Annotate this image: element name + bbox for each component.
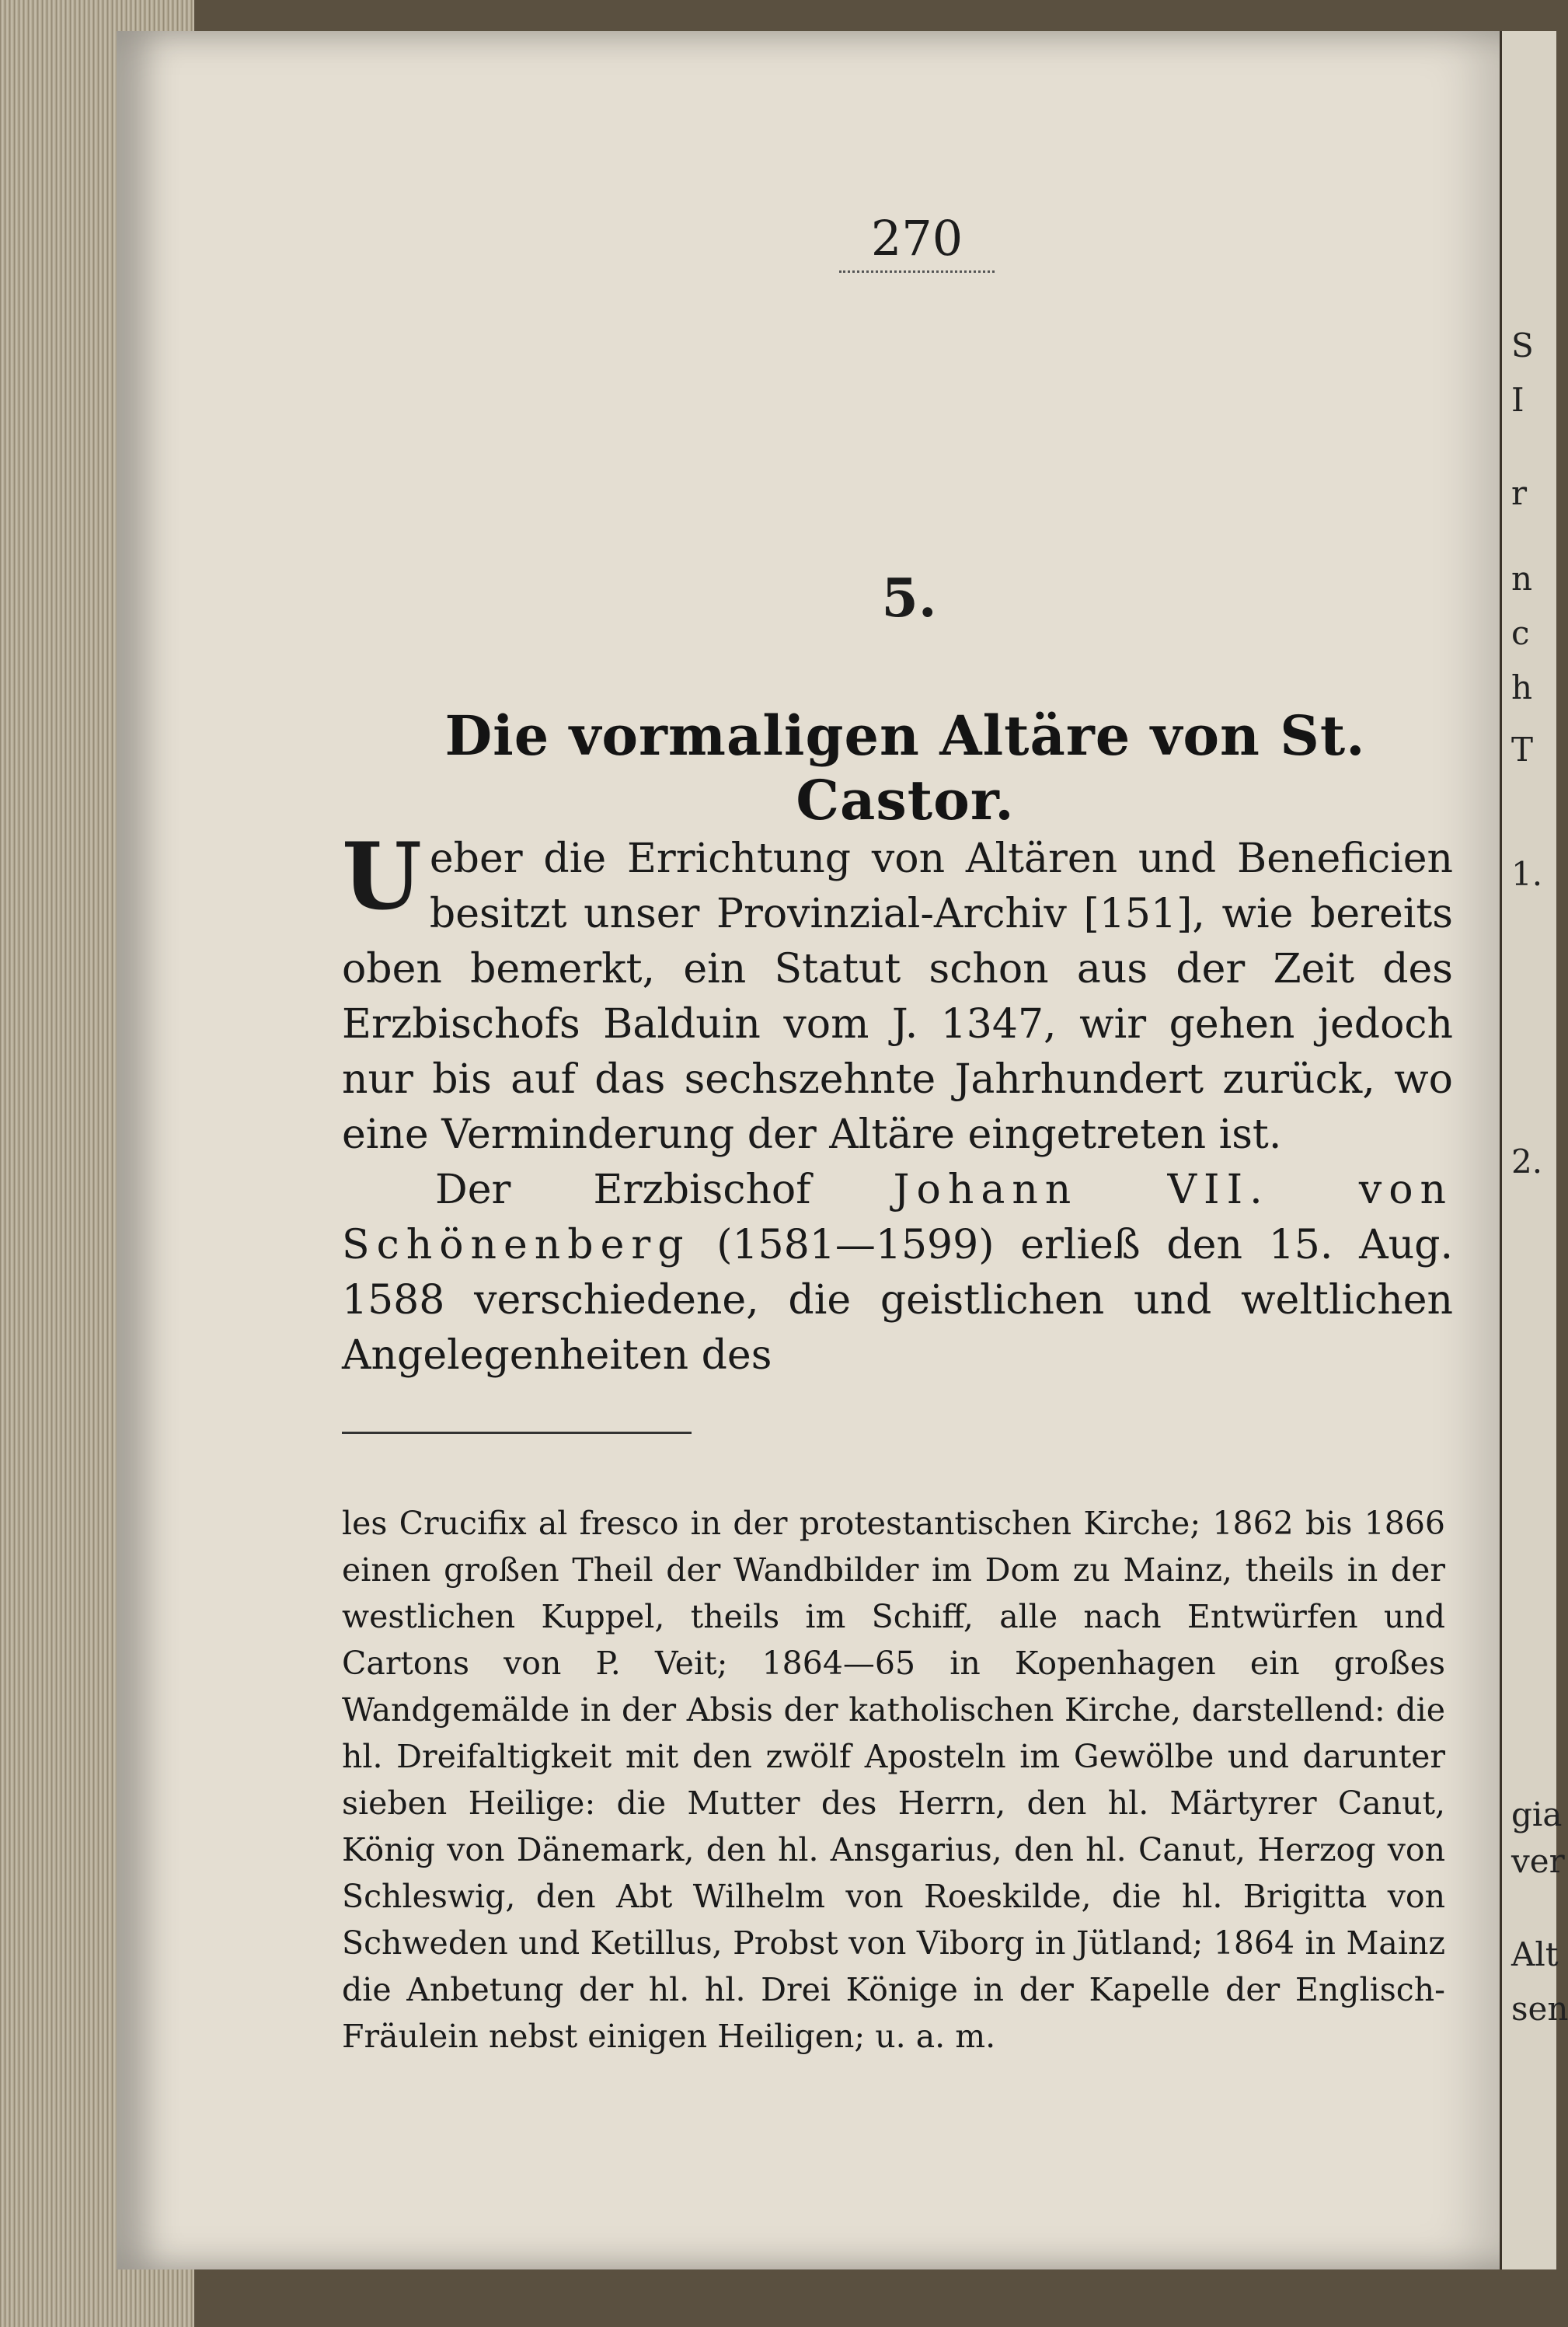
next-page-fragment: I [1511,381,1524,419]
footnote-body: les Crucifix al fresco in der protestantischen Kirche; 1862 bis 1866 einen großen Theil der Wandbilder im Dom zu Mainz, theils in der westlichen Kuppel, theils im Schiff, alle nach Entwürfen und Cartons von P. Veit; 1864—65 in Kopenhagen ein großes Wandgemälde in der Absis der katholischen Kirche, darstellend: die hl. Dreifaltigkeit mit den zwölf Aposteln im Gewölbe und darunter sieben Heilige: die Mutter des Herrn, den hl. Märtyrer Canut, König von Dänemark, den hl. Ansgarius, den hl. Canut, Herzog von Schleswig, den Abt Wilhelm von Roeskilde, die hl. Brigitta von Schweden und Ketillus, Probst von Viborg in Jütland; 1864 in Mainz die Anbetung der hl. hl. Drei Könige in der Kapelle der Englisch-Fräulein nebst einigen Heiligen; u. a. m. [342,1505,1445,2055]
paragraph-2 [342,1163,1453,1383]
next-page-fragment: 1. [1511,855,1543,893]
next-page-fragment: r [1511,474,1528,512]
paragraph-2-body: (1581—1599) erließ den 15. Aug. 1588 verschiedene, die geistlichen und weltlichen Angelegenheiten des [342,1222,1453,1379]
section-number: 5. [881,567,937,630]
next-page-fragment: S [1511,326,1534,365]
next-page-fragment: 2. [1511,1143,1543,1181]
drop-cap: U [342,822,422,930]
page-number: 270 [870,210,963,267]
next-page-edge [1500,31,1568,2269]
paragraph-1-body: eber die Errichtung von Altären und Beneficien besitzt unser Provinzial-Archiv [151], wie bereits oben bemerkt, ein Statut schon aus der Zeit des Erzbischofs Balduin vom J. 1347, wir gehen jedoch nur bis auf das sechszehnte Jahrhundert zurück, wo eine Verminderung der Altäre eingetreten ist. [342,836,1453,1158]
next-page-fragment: Alt [1511,1935,1559,1973]
main-text [342,822,1453,1383]
footnote [342,1500,1445,2060]
section-title: Die vormaligen Altäre von St. Castor. [444,703,1366,832]
paragraph-1 [342,822,1453,1163]
next-page-fragment: sen [1511,1990,1568,2028]
next-page-fragment: n [1511,560,1533,598]
next-page-fragment: h [1511,668,1533,706]
page-number-ornament [839,263,995,273]
next-page-fragment: ver [1511,1842,1565,1880]
footnote-rule [342,1432,692,1434]
next-page-fragment: c [1511,614,1530,652]
next-page-fragment: T [1511,731,1534,769]
paragraph-2-name: Johann VII. von Schönenberg [342,1167,1453,1268]
next-page-fragment: gia [1511,1795,1563,1833]
paragraph-2-start: Der Erzbischof [435,1167,894,1213]
